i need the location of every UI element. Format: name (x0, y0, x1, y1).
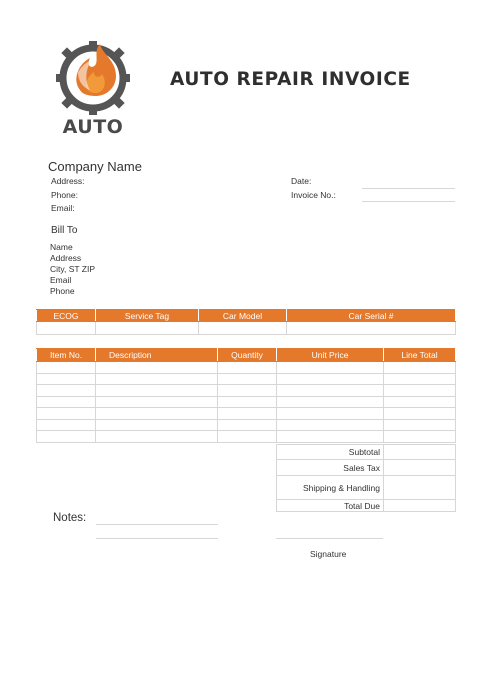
item-cell[interactable] (277, 396, 384, 408)
table-row (37, 373, 456, 385)
item-cell[interactable] (384, 362, 456, 374)
table-row (37, 385, 456, 397)
bill-to-phone: Phone (50, 286, 75, 296)
items-header-line-total: Line Total (384, 349, 456, 362)
vehicle-cell[interactable] (37, 322, 96, 335)
items-header-description: Description (96, 349, 218, 362)
item-cell[interactable] (96, 408, 218, 420)
item-cell[interactable] (277, 385, 384, 397)
item-cell[interactable] (218, 373, 277, 385)
bill-to-heading: Bill To (51, 225, 78, 236)
auto-logo-icon (50, 40, 136, 116)
shipping-label: Shipping & Handling (277, 476, 384, 500)
vehicle-table (36, 309, 456, 335)
total-due-label: Total Due (277, 500, 384, 512)
notes-label: Notes: (53, 512, 87, 524)
invoice-no-label: Invoice No.: (291, 190, 336, 200)
signature-label: Signature (310, 549, 347, 559)
table-row (37, 362, 456, 374)
item-cell[interactable] (277, 373, 384, 385)
bill-to-address: Address (50, 253, 82, 263)
logo-text: AUTO (62, 116, 124, 138)
table-row (37, 431, 456, 443)
vehicle-header-car-serial: Car Serial # (287, 310, 456, 322)
item-cell[interactable] (384, 385, 456, 397)
bill-to-email: Email (50, 275, 72, 285)
items-table (36, 348, 456, 443)
item-cell[interactable] (37, 373, 96, 385)
subtotal-value[interactable] (384, 445, 456, 460)
invoice-title: AUTO REPAIR INVOICE (170, 69, 411, 90)
item-cell[interactable] (277, 362, 384, 374)
table-row (37, 396, 456, 408)
item-cell[interactable] (218, 408, 277, 420)
item-cell[interactable] (37, 408, 96, 420)
item-cell[interactable] (96, 396, 218, 408)
item-cell[interactable] (384, 373, 456, 385)
vehicle-cell[interactable] (287, 322, 456, 335)
vehicle-header-ecog: ECOG (37, 310, 96, 322)
bill-to-city: City, ST ZIP (50, 264, 96, 274)
item-cell[interactable] (37, 362, 96, 374)
item-cell[interactable] (384, 419, 456, 431)
item-cell[interactable] (37, 419, 96, 431)
vehicle-cell[interactable] (96, 322, 199, 335)
vehicle-cell[interactable] (199, 322, 287, 335)
item-cell[interactable] (37, 396, 96, 408)
phone-label: Phone: (51, 190, 78, 200)
item-cell[interactable] (96, 362, 218, 374)
item-cell[interactable] (384, 396, 456, 408)
date-field[interactable] (362, 188, 455, 189)
shipping-value[interactable] (384, 476, 456, 500)
item-cell[interactable] (96, 373, 218, 385)
address-label: Address: (51, 176, 85, 186)
item-cell[interactable] (96, 419, 218, 431)
table-row (37, 408, 456, 420)
notes-line-2[interactable] (96, 538, 218, 539)
item-cell[interactable] (37, 385, 96, 397)
items-header-unit-price: Unit Price (277, 349, 384, 362)
item-cell[interactable] (277, 419, 384, 431)
totals-table (276, 444, 456, 512)
item-cell[interactable] (384, 408, 456, 420)
company-name: Company Name (48, 159, 142, 174)
item-cell[interactable] (384, 431, 456, 443)
bill-to-name: Name (50, 242, 73, 252)
item-cell[interactable] (96, 431, 218, 443)
item-cell[interactable] (218, 385, 277, 397)
item-cell[interactable] (218, 396, 277, 408)
notes-line-1[interactable] (96, 524, 218, 525)
signature-line[interactable] (276, 538, 383, 539)
item-cell[interactable] (96, 385, 218, 397)
items-header-item-no: Item No. (37, 349, 96, 362)
email-label: Email: (51, 203, 75, 213)
invoice-no-field[interactable] (362, 201, 455, 202)
table-row (37, 419, 456, 431)
vehicle-header-car-model: Car Model (199, 310, 287, 322)
item-cell[interactable] (277, 408, 384, 420)
item-cell[interactable] (218, 431, 277, 443)
subtotal-label: Subtotal (277, 445, 384, 460)
item-cell[interactable] (277, 431, 384, 443)
item-cell[interactable] (218, 362, 277, 374)
sales-tax-label: Sales Tax (277, 460, 384, 476)
date-label: Date: (291, 176, 312, 186)
vehicle-header-service-tag: Service Tag (96, 310, 199, 322)
sales-tax-value[interactable] (384, 460, 456, 476)
items-header-quantity: Quantity (218, 349, 277, 362)
item-cell[interactable] (37, 431, 96, 443)
item-cell[interactable] (218, 419, 277, 431)
total-due-value[interactable] (384, 500, 456, 512)
